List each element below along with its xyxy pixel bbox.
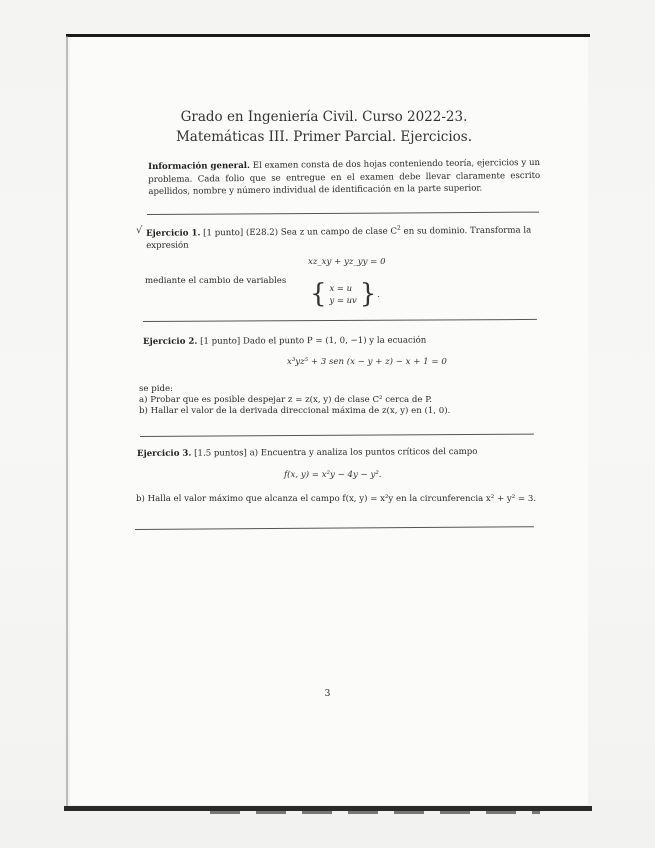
general-info-text: El examen consta de dos hojas conteniendo teoría, ejercicios y un problema. Cada folio que se entregue en el examen debe llevar claramente escrito apellidos, nombre y número individual de identificación en la parte superior. — [148, 157, 541, 198]
bottom-scan-marks — [210, 811, 540, 814]
header-line-2: Matemáticas III. Primer Parcial. Ejercicios. — [175, 129, 473, 145]
exercise-1-label: Ejercicio 1. — [146, 228, 201, 239]
exercise-2-text: [1 punto] Dado el punto P = (1, 0, −1) y la ecuación — [200, 335, 427, 347]
exercise-1-text-a: [1 punto] (E28.2) Sea z un campo de clase C — [203, 226, 398, 239]
exercise-2-formula: x³yz⁵ + 3 sen (x − y + z) − x + 1 = 0 — [287, 357, 447, 367]
exercise-2-part-b: b) Hallar el valor de la derivada direccional máxima de z(x, y) en (1, 0). — [139, 406, 451, 416]
exercise-2-statement — [143, 334, 537, 349]
system-line-2: y = uv — [329, 295, 357, 305]
exercise-1-variable-system — [310, 280, 380, 308]
exercise-2-label: Ejercicio 2. — [143, 336, 198, 347]
exercise-2-part-a: a) Probar que es posible despejar z = z(x, y) de clase C² cerca de P. — [139, 395, 433, 405]
system-line-1: x = u — [329, 283, 353, 293]
exercise-1-text-b: en su dominio. Transforma la expresión — [146, 225, 532, 252]
right-brace: } — [359, 279, 377, 309]
system-end-period: . — [377, 289, 380, 299]
exercise-3-formula: f(x, y) = x²y − 4y − y². — [284, 470, 382, 480]
exercise-2-se-pide: se pide: — [139, 384, 173, 394]
left-brace: { — [310, 279, 327, 309]
header-line-1: Grado en Ingeniería Civil. Curso 2022-23. — [180, 109, 468, 125]
paper-top-edge — [66, 34, 590, 37]
exercise-3-statement — [137, 446, 531, 461]
exercise-1-change-text: mediante el cambio de variables — [145, 276, 287, 286]
exercise-3-text: [1.5 puntos] a) Encuentra y analiza los puntos críticos del campo — [194, 446, 478, 459]
check-mark-icon: √ — [136, 225, 143, 236]
exercise-1-class-exponent: 2 — [396, 224, 401, 232]
exercise-3-part-b: b) Halla el valor máximo que alcanza el campo f(x, y) = x²y en la circunferencia x² + y² = 3. — [136, 494, 537, 504]
exercise-1-statement — [146, 222, 540, 253]
general-info-label: Información general. — [148, 160, 251, 172]
exercise-1-formula: xz_xy + yz_yy = 0 — [308, 257, 386, 267]
exercise-3-label: Ejercicio 3. — [137, 448, 192, 459]
general-info-paragraph — [148, 157, 540, 199]
page-number: 3 — [324, 689, 331, 699]
